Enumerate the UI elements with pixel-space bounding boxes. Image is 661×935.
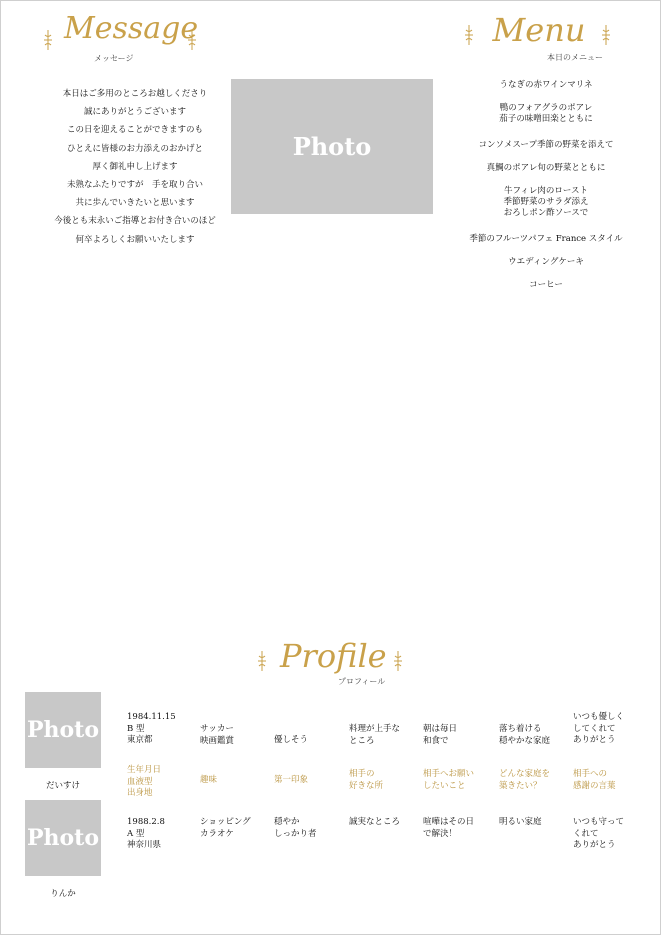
- bride-favorite-point: [349, 817, 400, 829]
- message-line: 未熟なふたりですが 手を取り合い: [66, 180, 203, 191]
- message-title: Message: [64, 11, 199, 46]
- left-flourish-icon: [256, 650, 268, 672]
- menu-title: Menu: [492, 11, 586, 49]
- profile-label: 感謝の言葉: [573, 780, 616, 791]
- profile-label: したいこと: [423, 780, 466, 791]
- profile-label: 生年月日: [127, 765, 162, 775]
- profile-value: ところ: [349, 735, 375, 746]
- profile-value: 優しそう: [274, 735, 309, 745]
- message-line: 今後とも末永いご指導とお付き合いのほど: [54, 216, 216, 227]
- menu-item-line: コンソメスープ季節の野菜を添えて: [478, 140, 614, 150]
- groom-photo-placeholder: Photo: [25, 692, 101, 768]
- profile-value: ありがとう: [573, 840, 616, 850]
- groom-hobby: [200, 724, 234, 747]
- menu-item-line: うなぎの赤ワインマリネ: [499, 80, 593, 90]
- label-thanks: [573, 769, 616, 792]
- profile-value: 映画鑑賞: [200, 735, 235, 746]
- message-line: 厚く御礼申し上げます: [92, 161, 178, 172]
- profile-label: 築きたい？: [499, 780, 542, 791]
- left-flourish-icon: [42, 29, 54, 51]
- groom-thanks: [573, 712, 624, 747]
- profile-title: Profile: [280, 637, 387, 675]
- menu-item-line: コーヒー: [529, 280, 563, 290]
- menu-item: [460, 186, 632, 219]
- bride-ideal-home: [499, 817, 542, 829]
- profile-value: ありがとう: [573, 735, 616, 745]
- menu-item-line: ウエディングケーキ: [508, 257, 584, 267]
- profile-value: しっかり者: [274, 828, 317, 839]
- menu-heading: [484, 11, 594, 49]
- menu-item-line: 季節のフルーツパフェ France スタイル: [469, 234, 623, 244]
- profile-value: 朝は毎日: [423, 724, 458, 734]
- profile-value: サッカー: [200, 724, 234, 734]
- profile-label: 相手への: [573, 769, 608, 779]
- menu-item: [460, 103, 632, 125]
- profile-label: 出身地: [127, 788, 153, 798]
- message-line: 誠にありがとうございます: [83, 107, 186, 118]
- message-line: 何卒よろしくお願いいたします: [75, 234, 195, 245]
- groom-ideal-home: [499, 724, 550, 747]
- message-body: [30, 85, 240, 249]
- profile-label: 趣味: [200, 775, 218, 785]
- menu-item-line: 真鯛のポアレ旬の野菜とともに: [486, 163, 606, 173]
- menu-item-line: 茄子の味噌田楽とともに: [499, 114, 593, 124]
- menu-subtitle: 本日のメニュー: [547, 53, 603, 62]
- profile-value: くれて: [573, 828, 599, 839]
- profile-value: 穏やか: [274, 817, 300, 827]
- right-flourish-icon: [600, 24, 612, 46]
- profile-value: 喧嘩はその日: [423, 817, 475, 827]
- bride-thanks: [573, 817, 624, 852]
- menu-item-line: 鴨のフォアグラのポアレ: [499, 103, 593, 113]
- profile-label: 相手へお願い: [423, 769, 475, 779]
- bride-request: [423, 817, 474, 840]
- profile-label: 血液型: [127, 776, 153, 787]
- menu-item-line: おろしポン酢ソースで: [503, 208, 589, 218]
- groom-birth-blood-hometown: [127, 712, 176, 747]
- couple-photo-placeholder: Photo: [231, 79, 433, 214]
- profile-value: A 型: [127, 828, 145, 839]
- menu-item: [460, 163, 632, 174]
- left-flourish-icon: [463, 24, 475, 46]
- profile-label: 好きな所: [349, 780, 384, 791]
- menu-item: [460, 280, 632, 291]
- profile-value: 落ち着ける: [499, 724, 542, 734]
- message-line: 共に歩んでいきたいと思います: [75, 198, 195, 209]
- profile-value: 1984.11.15: [127, 712, 176, 722]
- bride-hobby: [200, 817, 251, 840]
- groom-favorite-point: [349, 724, 400, 747]
- profile-value: 誠実なところ: [349, 817, 401, 827]
- bride-name: りんか: [50, 889, 76, 899]
- profile-value: 東京都: [127, 735, 153, 745]
- menu-item: [460, 257, 632, 268]
- profile-value: いつも守って: [573, 817, 625, 827]
- profile-value: で解決！: [423, 828, 458, 839]
- message-line: ひとえに皆様のお力添えのおかげと: [66, 143, 203, 154]
- menu-item: [460, 234, 632, 245]
- profile-value: してくれて: [573, 723, 616, 734]
- profile-value: カラオケ: [200, 828, 234, 839]
- label-birth-blood-hometown: [127, 765, 161, 800]
- message-line: 本日はご多用のところお越しくださり: [62, 89, 208, 99]
- groom-request: [423, 724, 457, 747]
- message-subtitle: メッセージ: [94, 54, 134, 63]
- profile-subtitle: プロフィール: [338, 677, 386, 686]
- label-request: [423, 769, 474, 792]
- label-ideal-home: [499, 769, 550, 792]
- bride-photo-placeholder: Photo: [25, 800, 101, 876]
- menu-item-line: 季節野菜のサラダ添え: [503, 197, 589, 207]
- menu-item-line: 牛フィレ肉のロースト: [504, 186, 588, 196]
- bride-birth-blood-hometown: [127, 817, 165, 852]
- profile-value: B 型: [127, 723, 145, 734]
- right-flourish-icon: [392, 650, 404, 672]
- groom-name: だいすけ: [45, 781, 80, 791]
- profile-label: 第一印象: [274, 775, 309, 785]
- profile-value: 和食で: [423, 735, 449, 746]
- profile-value: ショッピング: [200, 817, 251, 827]
- profile-value: いつも優しく: [573, 712, 625, 722]
- profile-value: 明るい家庭: [499, 817, 542, 827]
- menu-item: [460, 140, 632, 151]
- label-first-impression: [274, 775, 308, 787]
- label-favorite-point: [349, 769, 383, 792]
- message-heading: [64, 11, 199, 46]
- menu-item: [460, 80, 632, 91]
- groom-first-impression: [274, 735, 308, 747]
- message-line: この日を迎えることができますのも: [66, 125, 203, 136]
- profile-label: 相手の: [349, 769, 375, 779]
- right-flourish-icon: [186, 29, 198, 51]
- bride-first-impression: [274, 817, 317, 840]
- profile-value: 穏やかな家庭: [499, 735, 551, 746]
- profile-label: どんな家庭を: [499, 769, 551, 779]
- profile-value: 料理が上手な: [349, 724, 401, 734]
- profile-heading: [280, 637, 387, 675]
- profile-value: 1988.2.8: [127, 817, 165, 827]
- label-hobby: [200, 775, 217, 787]
- profile-value: 神奈川県: [127, 840, 162, 850]
